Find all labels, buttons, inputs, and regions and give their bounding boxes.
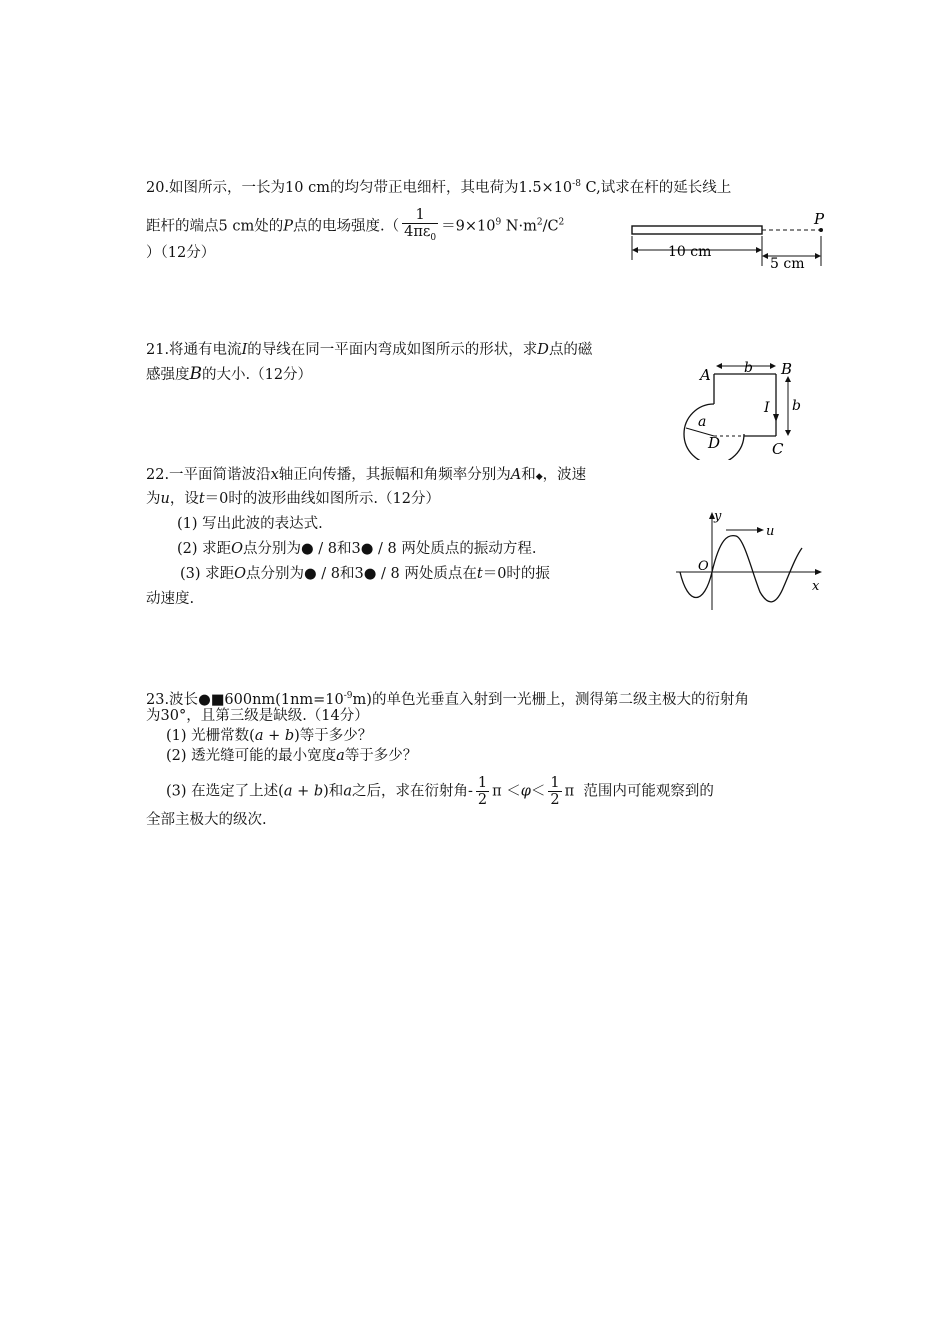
q23-sub1: (1) 光栅常数(a + b)等于多少？ [166, 728, 373, 744]
q21-line2: 感强度B的大小.（12分） [146, 364, 313, 384]
label-b-top: b [744, 360, 753, 376]
label-u: u [766, 524, 775, 539]
q22-sub3-cont: 动速度. [146, 591, 195, 607]
q21-line1: 21.将通有电流I的导线在同一平面内弯成如图所示的形状，求D点的磁 [146, 342, 593, 358]
q22-sub1: (1) 写出此波的表达式. [177, 516, 323, 532]
q20-line2: 距杆的端点5 cm处的P点的电场强度.（ $\frac{1}{4\pi\varepsilon_0}$ $=9\times 10^9$ $N\cdot m^2/C^2$ [146, 207, 564, 246]
charged-rod [632, 226, 762, 234]
label-c-corner: C [772, 440, 784, 458]
q23-line2: 为30°，且第三级是缺级.（14分） [146, 708, 369, 724]
label-a-corner: A [700, 366, 711, 384]
label-y: y [714, 509, 722, 524]
q20-line3: ）（12分） [146, 245, 216, 261]
label-radius-a: a [698, 414, 707, 430]
q22-wave-figure [672, 506, 832, 616]
label-current-i: I [764, 400, 770, 416]
label-b-corner: B [781, 360, 793, 378]
q22-line2: 为u，设t＝0时的波形曲线如图所示.（12分） [146, 491, 440, 507]
q23-line1: 23.波长$●■600nm(1nm=10^{-9}m)$的单色光垂直入射到一光栅上，测得第二级主极大的衍射角 [146, 691, 749, 708]
q22-line1: 22.一平面简谐波沿x轴正向传播，其振幅和角频率分别为A和◆，波速 [146, 467, 587, 483]
label-x: x [812, 579, 820, 594]
q20-figure [626, 210, 836, 272]
q23-sub3: (3) 在选定了上述(a + b)和a之后，求在衍射角- $\frac{1}{2}$ π ＜φ＜ $\frac{1}{2}$ π 范围内可能观察到的 [166, 775, 714, 808]
gap-length-label: 5 cm [770, 256, 805, 272]
label-origin: O [698, 559, 709, 574]
q22-sub3: (3) 求距O点分别为● / 8和3● / 8 两处质点在t＝0时的振 [180, 566, 550, 582]
neg-half-fraction: $\frac{1}{2}$ [477, 775, 488, 808]
q22-sub2: (2) 求距O点分别为● / 8和3● / 8 两处质点的振动方程. [177, 541, 537, 557]
label-d-point: D [708, 434, 721, 452]
q20-fraction: $\frac{1}{4\pi\varepsilon_0}$ [404, 207, 437, 243]
point-p-label: P [814, 210, 825, 228]
label-b-side: b [792, 398, 801, 414]
q23-sub2: (2) 透光缝可能的最小宽度a等于多少？ [166, 748, 418, 764]
point-p-dot [819, 228, 823, 232]
q23-sub3-cont: 全部主极大的级次. [146, 812, 267, 828]
current-direction-arrow [773, 414, 779, 422]
rod-length-label: 10 cm [668, 244, 712, 260]
q20-line1: 20.如图所示，一长为10 cm的均匀带正电细杆，其电荷为$1.5\times 10^{-8}$ C,试求在杆的延长线上 [146, 179, 732, 196]
q21-figure [680, 356, 810, 460]
pos-half-fraction: $\frac{1}{2}$ [550, 775, 560, 808]
